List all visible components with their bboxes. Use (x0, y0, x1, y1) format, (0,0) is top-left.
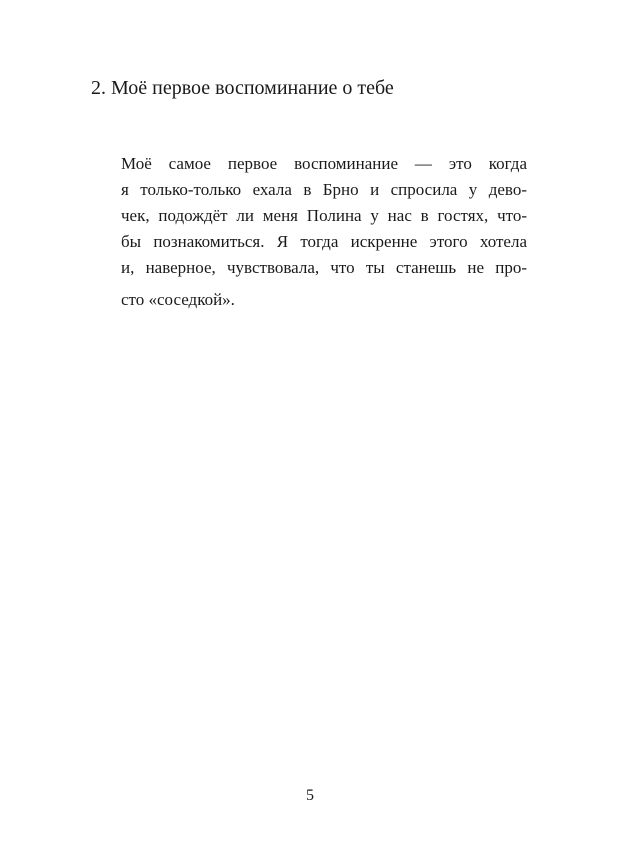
paragraph-line: бы познакомиться. Я тогда искренне этого хотела (121, 232, 527, 251)
paragraph-line: Моё самое первое воспоминание — это когда (121, 154, 527, 173)
paragraph-line: я только-только ехала в Брно и спросила у дево- (121, 180, 527, 199)
paragraph-line: и, наверное, чувствовала, что ты станешь не про- (121, 258, 527, 277)
body-paragraph (121, 151, 527, 313)
page-number: 5 (306, 787, 314, 804)
chapter-title: 2. Моё первое воспоминание о тебе (91, 77, 394, 99)
paragraph-line: чек, подождёт ли меня Полина у нас в гостях, что- (121, 206, 527, 225)
paragraph-line: сто «соседкой». (121, 290, 235, 309)
